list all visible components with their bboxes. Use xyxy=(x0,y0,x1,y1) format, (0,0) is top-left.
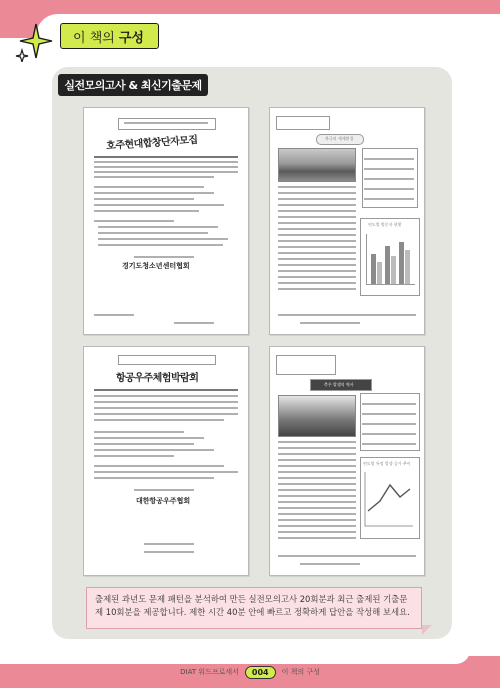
sample-page-2: 북극의 세계환경 연도별 방문자 현황 xyxy=(269,107,425,335)
footer-book-title: DIAT 워드프로세서 xyxy=(180,668,239,676)
description-box: 출제된 과년도 문제 패턴을 분석하여 만든 실전모의고사 20회분과 최근 출제된 기출문제 10회분을 제공합니다. 제한 시간 40분 안에 빠르고 정확하게 답안을 작성해 보세요. xyxy=(86,587,422,629)
sample-page-3 xyxy=(83,346,249,576)
section-tag: 실전모의고사 & 최신기출문제 xyxy=(58,74,208,96)
page-title-light: 이 책의 xyxy=(73,30,115,46)
preview-photo-2 xyxy=(278,148,356,182)
preview-org-3: 대한항공우주협회 xyxy=(136,497,191,505)
preview-org-1: 경기도청소년센터협회 xyxy=(122,262,190,270)
preview-photo-4 xyxy=(278,395,356,437)
description-fold xyxy=(422,625,432,635)
page-title-bold: 구성 xyxy=(118,30,144,46)
footer xyxy=(0,662,500,682)
page-number: 004 xyxy=(245,666,276,679)
page-title xyxy=(60,23,159,49)
preview-title-1: 호주현대합창단자모집 xyxy=(105,134,199,153)
header-box xyxy=(118,118,216,130)
footer-section: 이 책의 구성 xyxy=(281,668,320,676)
sample-page-1 xyxy=(83,107,249,335)
sparkle-icon xyxy=(14,22,54,62)
sample-page-4: 축우 발생의 역사 연도별 특정 발생 증가 추이 xyxy=(269,346,425,576)
preview-title-3: 항공우주체험박람회 xyxy=(116,373,199,384)
